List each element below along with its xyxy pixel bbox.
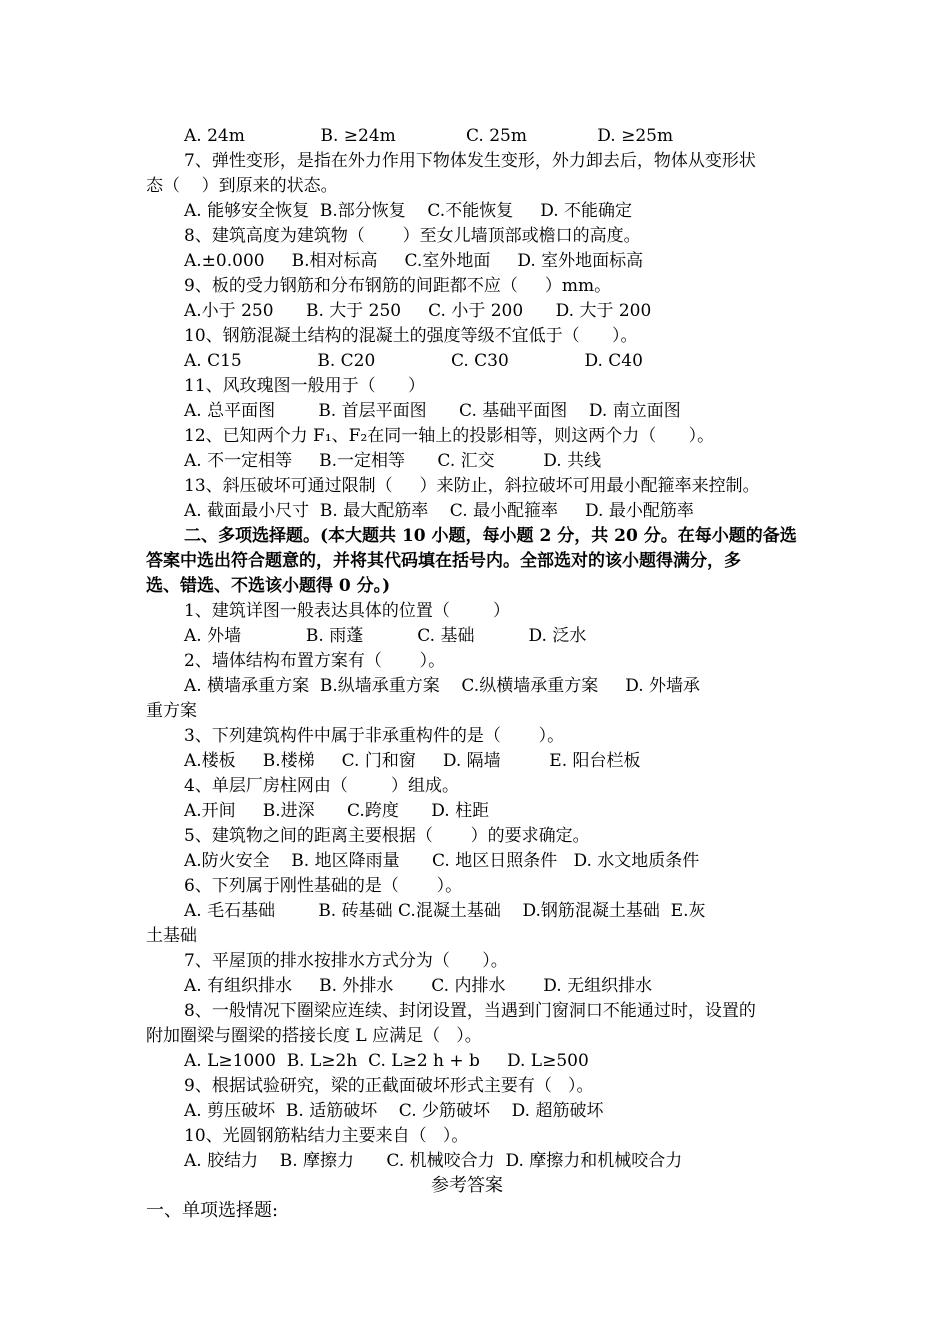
section-instructions-line: 答案中选出符合题意的，并将其代码填在括号内。全部选对的该小题得满分，多: [146, 551, 741, 571]
question-line: 7、平屋顶的排水按排水方式分为（ ）。: [184, 951, 508, 971]
question-line: 1、建筑详图一般表达具体的位置（ ）: [184, 601, 511, 621]
question-line: 重方案: [146, 701, 197, 721]
question-line: A. 不一定相等 B.一定相等 C. 汇交 D. 共线: [184, 451, 602, 471]
question-line: A. 毛石基础 B. 砖基础 C.混凝土基础 D.钢筋混凝土基础 E.灰: [184, 901, 706, 921]
section-heading: 一、单项选择题:: [146, 1200, 279, 1221]
question-line: A. 外墙 B. 雨蓬 C. 基础 D. 泛水: [184, 626, 587, 646]
question-line: A.小于 250 B. 大于 250 C. 小于 200 D. 大于 200: [184, 301, 652, 321]
question-line: A. 有组织排水 B. 外排水 C. 内排水 D. 无组织排水: [184, 976, 653, 996]
question-line: 4、单层厂房柱网由（ ）组成。: [184, 776, 460, 796]
question-line: A. 24m B. ≥24m C. 25m D. ≥25m: [184, 126, 674, 146]
question-line: 12、已知两个力 F₁、F₂在同一轴上的投影相等，则这两个力（ ）。: [184, 426, 715, 446]
section-instructions-line: 二、多项选择题。(本大题共 10 小题，每小题 2 分，共 20 分。在每小题的备选: [184, 526, 797, 546]
question-line: 10、光圆钢筋粘结力主要来自（ ）。: [184, 1126, 469, 1146]
question-line: 11、风玫瑰图一般用于（ ）: [184, 376, 426, 396]
question-line: 2、墙体结构布置方案有（ ）。: [184, 651, 446, 671]
question-line: 土基础: [146, 926, 197, 946]
question-line: A.楼板 B.楼梯 C. 门和窗 D. 隔墙 E. 阳台栏板: [184, 751, 641, 771]
question-line: 10、钢筋混凝土结构的混凝土的强度等级不宜低于（ ）。: [184, 326, 638, 346]
question-line: A. 剪压破坏 B. 适筋破坏 C. 少筋破坏 D. 超筋破坏: [184, 1101, 604, 1121]
question-line: A.开间 B.进深 C.跨度 D. 柱距: [184, 801, 490, 821]
question-line: A. 能够安全恢复 B.部分恢复 C.不能恢复 D. 不能确定: [184, 201, 633, 221]
question-line: A. L≥1000 B. L≥2h C. L≥2 h + b D. L≥500: [184, 1051, 589, 1071]
section-heading: 参考答案: [431, 1175, 503, 1196]
question-line: 8、建筑高度为建筑物（ ）至女儿墙顶部或檐口的高度。: [184, 226, 641, 246]
section-instructions-line: 选、错选、不选该小题得 0 分。): [146, 576, 391, 596]
question-line: 3、下列建筑构件中属于非承重构件的是（ ）。: [184, 726, 565, 746]
question-line: A.防火安全 B. 地区降雨量 C. 地区日照条件 D. 水文地质条件: [184, 851, 700, 871]
question-line: A.±0.000 B.相对标高 C.室外地面 D. 室外地面标高: [184, 251, 644, 271]
question-line: 7、弹性变形，是指在外力作用下物体发生变形，外力卸去后，物体从变形状: [184, 151, 756, 171]
question-line: A. 截面最小尺寸 B. 最大配筋率 C. 最小配箍率 D. 最小配筋率: [184, 501, 694, 521]
question-line: 6、下列属于刚性基础的是（ ）。: [184, 876, 463, 896]
question-line: 附加圈梁与圈梁的搭接长度 L 应满足（ ）。: [146, 1026, 482, 1046]
question-line: A. 横墙承重方案 B.纵墙承重方案 C.纵横墙承重方案 D. 外墙承: [184, 676, 701, 696]
question-line: A. C15 B. C20 C. C30 D. C40: [184, 351, 643, 371]
question-line: 13、斜压破坏可通过限制（ ）来防止，斜拉破坏可用最小配箍率来控制。: [184, 476, 760, 496]
question-line: A. 总平面图 B. 首层平面图 C. 基础平面图 D. 南立面图: [184, 401, 681, 421]
question-line: 8、一般情况下圈梁应连续、封闭设置，当遇到门窗洞口不能通过时，设置的: [184, 1001, 756, 1021]
question-line: 态（ ）到原来的状态。: [146, 176, 338, 196]
question-line: A. 胶结力 B. 摩擦力 C. 机械咬合力 D. 摩擦力和机械咬合力: [184, 1151, 683, 1171]
question-line: 9、板的受力钢筋和分布钢筋的间距都不应（ ）mm。: [184, 276, 612, 296]
question-line: 5、建筑物之间的距离主要根据（ ）的要求确定。: [184, 826, 590, 846]
question-line: 9、根据试验研究，梁的正截面破坏形式主要有（ ）。: [184, 1076, 594, 1096]
